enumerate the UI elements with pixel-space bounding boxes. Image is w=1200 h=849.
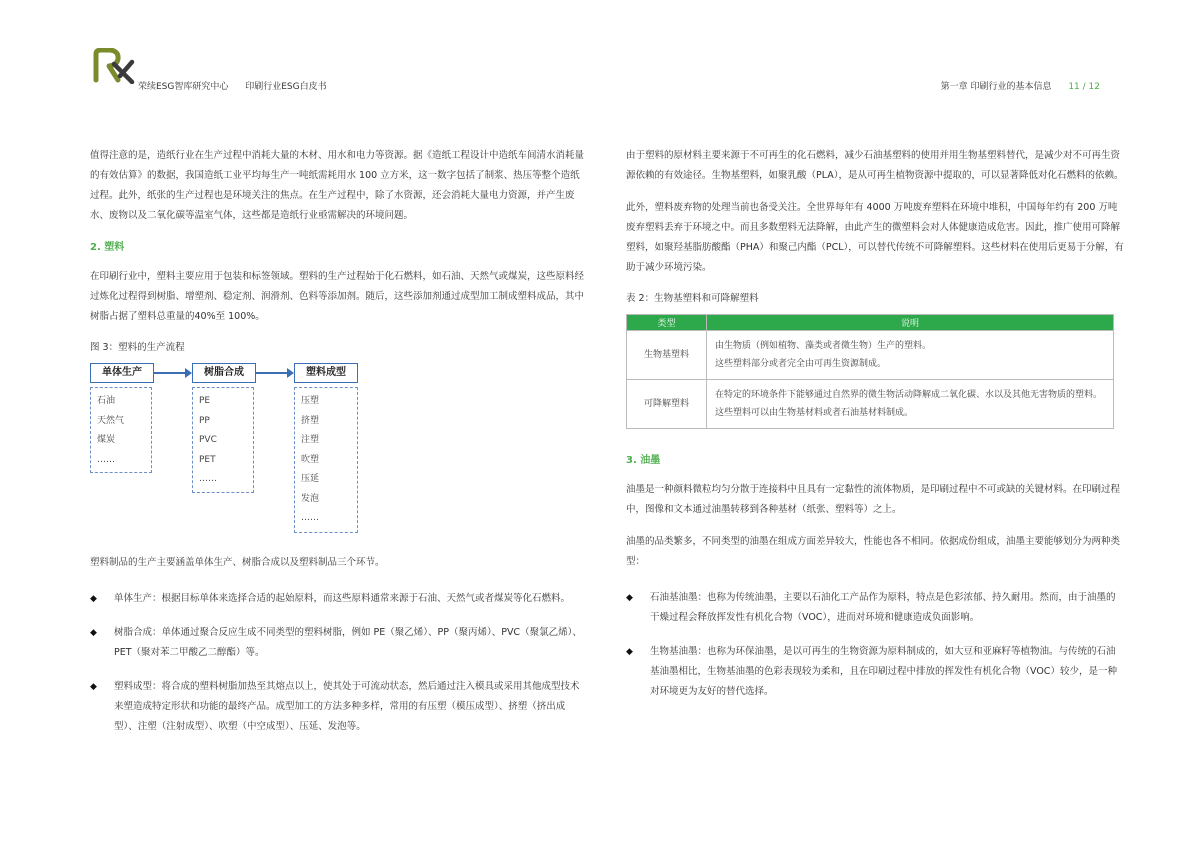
left-column [90,146,588,751]
flow-arrow [154,372,190,374]
flow-item: …… [199,474,217,484]
list-item: ◆ 塑料成型：将合成的塑料树脂加热至其熔点以上，使其处于可流动状态，然后通过注入模具或采用其他成型技术来塑造成特定形状和功能的最终产品。成型加工的方法多种多样，常用的有压塑（模压成型）、挤塑（挤出成型）、注塑（注射成型）、吹塑（中空成型）、压延、发泡等。 [90,677,588,737]
table-desc-line: 这些塑料部分或者完全由可再生资源制成。 [715,359,887,369]
table-header-row [627,315,1114,331]
ink-types-list [626,588,1124,702]
list-item: ◆ 树脂合成：单体通过聚合反应生成不同类型的塑料树脂，例如 PE（聚乙烯）、PP（聚丙烯）、PVC（聚氯乙烯）、PET（聚对苯二甲酸乙二醇酯）等。 [90,623,588,663]
plastic-steps-list [90,589,588,737]
list-item: ◆ 生物基油墨：也称为环保油墨，是以可再生的生物资源为原料制成的，如大豆和亚麻籽等植物油。与传统的石油基油墨相比，生物基油墨的色彩表现较为柔和，且在印刷过程中排放的挥发性有机化合物（VOC）较少，是一种对环境更为友好的替代选择。 [626,642,1124,702]
org-name: 荣续ESG智库研究中心 [138,82,229,92]
list-item: ◆ 石油基油墨：也称为传统油墨，主要以石油化工产品作为原料，特点是色彩浓郁、持久耐用。然而，由于油墨的干燥过程会释放挥发性有机化合物（VOC），进而对环境和健康造成负面影响。 [626,588,1124,628]
table-cell-type: 生物基塑料 [627,331,707,380]
flow-item: PET [199,454,216,465]
flow-step-molding: 塑料成型 [294,363,358,383]
flow-step-resin: 树脂合成 [192,363,256,383]
ink-paragraph-1: 油墨是一种颜料微粒均匀分散于连接料中且具有一定黏性的流体物质，是印刷过程中不可或缺的关键材料。在印刷过程中，图像和文本通过油墨转移到各种基材（纸张、塑料等）之上。 [626,484,1121,515]
doc-title: 印刷行业ESG白皮书 [245,82,327,92]
section-title-plastic: 2. 塑料 [90,242,125,253]
waste-paragraph: 此外，塑料废弃物的处理当前也备受关注。全世界每年有 4000 万吨废弃塑料在环境中堆积，中国每年约有 200 万吨废弃塑料丢弃于环境之中。而且多数塑料无法降解，由此产生的微塑料会对人体健康造成危害。因此，推广使用可降解塑料，如聚羟基脂肪酸酯（PHA）和聚己内酯（PCL），可以替代传统不可降解塑料。这些材料在使用后更易于分解，有助于减少环境污染。 [626,202,1124,273]
flow-item: 挤塑 [301,415,320,426]
flow-arrow [256,372,292,374]
flow-item: …… [301,513,319,523]
flow-item: 注塑 [301,435,320,445]
flow-item: PP [199,415,210,426]
list-item: ◆ 单体生产：根据目标单体来选择合适的起始原料，而这些原料通常来源于石油、天然气或者煤炭等化石燃料。 [90,589,588,609]
flow-item: 发泡 [301,493,320,504]
rx-logo [92,48,136,84]
table-desc-line: 在特定的环境条件下能够通过自然界的微生物活动降解成二氧化碳、水以及其他无害物质的塑料。 [715,390,1103,400]
figure-caption: 图 3：塑料的生产流程 [90,342,185,353]
header-right [941,79,1100,92]
table-desc-line: 由生物质（例如植物、藻类或者微生物）生产的塑料。 [715,341,932,351]
flow-list-resin [192,387,254,493]
chapter-title: 第一章 印刷行业的基本信息 [940,82,1052,92]
right-column [626,146,1124,716]
flow-item: 压延 [301,474,320,484]
flow-item: 煤炭 [97,435,116,445]
plastic-types-table [626,314,1114,429]
table-row [627,331,1114,380]
intro-paragraph: 值得注意的是，造纸行业在生产过程中消耗大量的木材、用水和电力等资源。据《造纸工程设计中造纸车间清水消耗量的有效估算》的数据，我国造纸工业平均每生产一吨纸需耗用水 100 立方米，这一数字包括了制浆、热压等整个造纸过程。此外，纸张的生产过程也是环境关注的焦点。在生产过程中，除了水资源，还会消耗大量电力资源，并产生废水、废物以及二氧化碳等温室气体，这些都是造纸行业亟需解决的环境问题。 [90,150,585,221]
table-row [627,380,1114,429]
page-number: 11 / 12 [1068,82,1100,92]
flow-item: 石油 [97,396,116,406]
section-title-ink: 3. 油墨 [626,455,661,466]
flow-summary: 塑料制品的生产主要涵盖单体生产、树脂合成以及塑料制品三个环节。 [90,557,385,568]
bio-plastic-paragraph: 由于塑料的原材料主要来源于不可再生的化石燃料，减少石油基塑料的使用并用生物基塑料替代，是减少对不可再生资源依赖的有效途径。生物基塑料，如聚乳酸（PLA），是从可再生植物资源中提取的，可以显著降低对化石燃料的依赖。 [626,150,1124,181]
flow-item: 吹塑 [301,454,320,465]
table-desc-line: 这些塑料可以由生物基材料或者石油基材料制成。 [715,408,914,418]
flow-item: PE [199,396,211,406]
table-cell-type: 可降解塑料 [627,380,707,429]
flow-list-monomer [90,387,152,473]
plastic-paragraph: 在印刷行业中，塑料主要应用于包装和标签领域。塑料的生产过程始于化石燃料，如石油、天然气或煤炭，这些原料经过炼化过程得到树脂、增塑剂、稳定剂、润滑剂、色料等添加剂。随后，这些添加剂通过成型加工制成塑料成品，其中树脂占据了塑料总重量的40%至 100%。 [90,271,585,322]
table-cell-desc [707,331,1114,380]
table-caption: 表 2：生物基塑料和可降解塑料 [626,293,759,304]
ink-paragraph-2: 油墨的品类繁多，不同类型的油墨在组成方面差异较大，性能也各不相同。依据成份组成，油墨主要能够划分为两种类型： [626,536,1121,567]
production-flow-diagram [90,363,390,539]
flow-item: PVC [199,435,217,445]
header-left [138,79,341,92]
table-cell-desc [707,380,1114,429]
flow-item: 压塑 [301,396,320,406]
flow-list-molding [294,387,358,533]
flow-item: …… [97,454,115,465]
flow-item: 天然气 [97,415,125,426]
table-header-desc: 说明 [707,315,1114,331]
flow-step-monomer: 单体生产 [90,363,154,383]
table-header-type: 类型 [627,315,707,331]
